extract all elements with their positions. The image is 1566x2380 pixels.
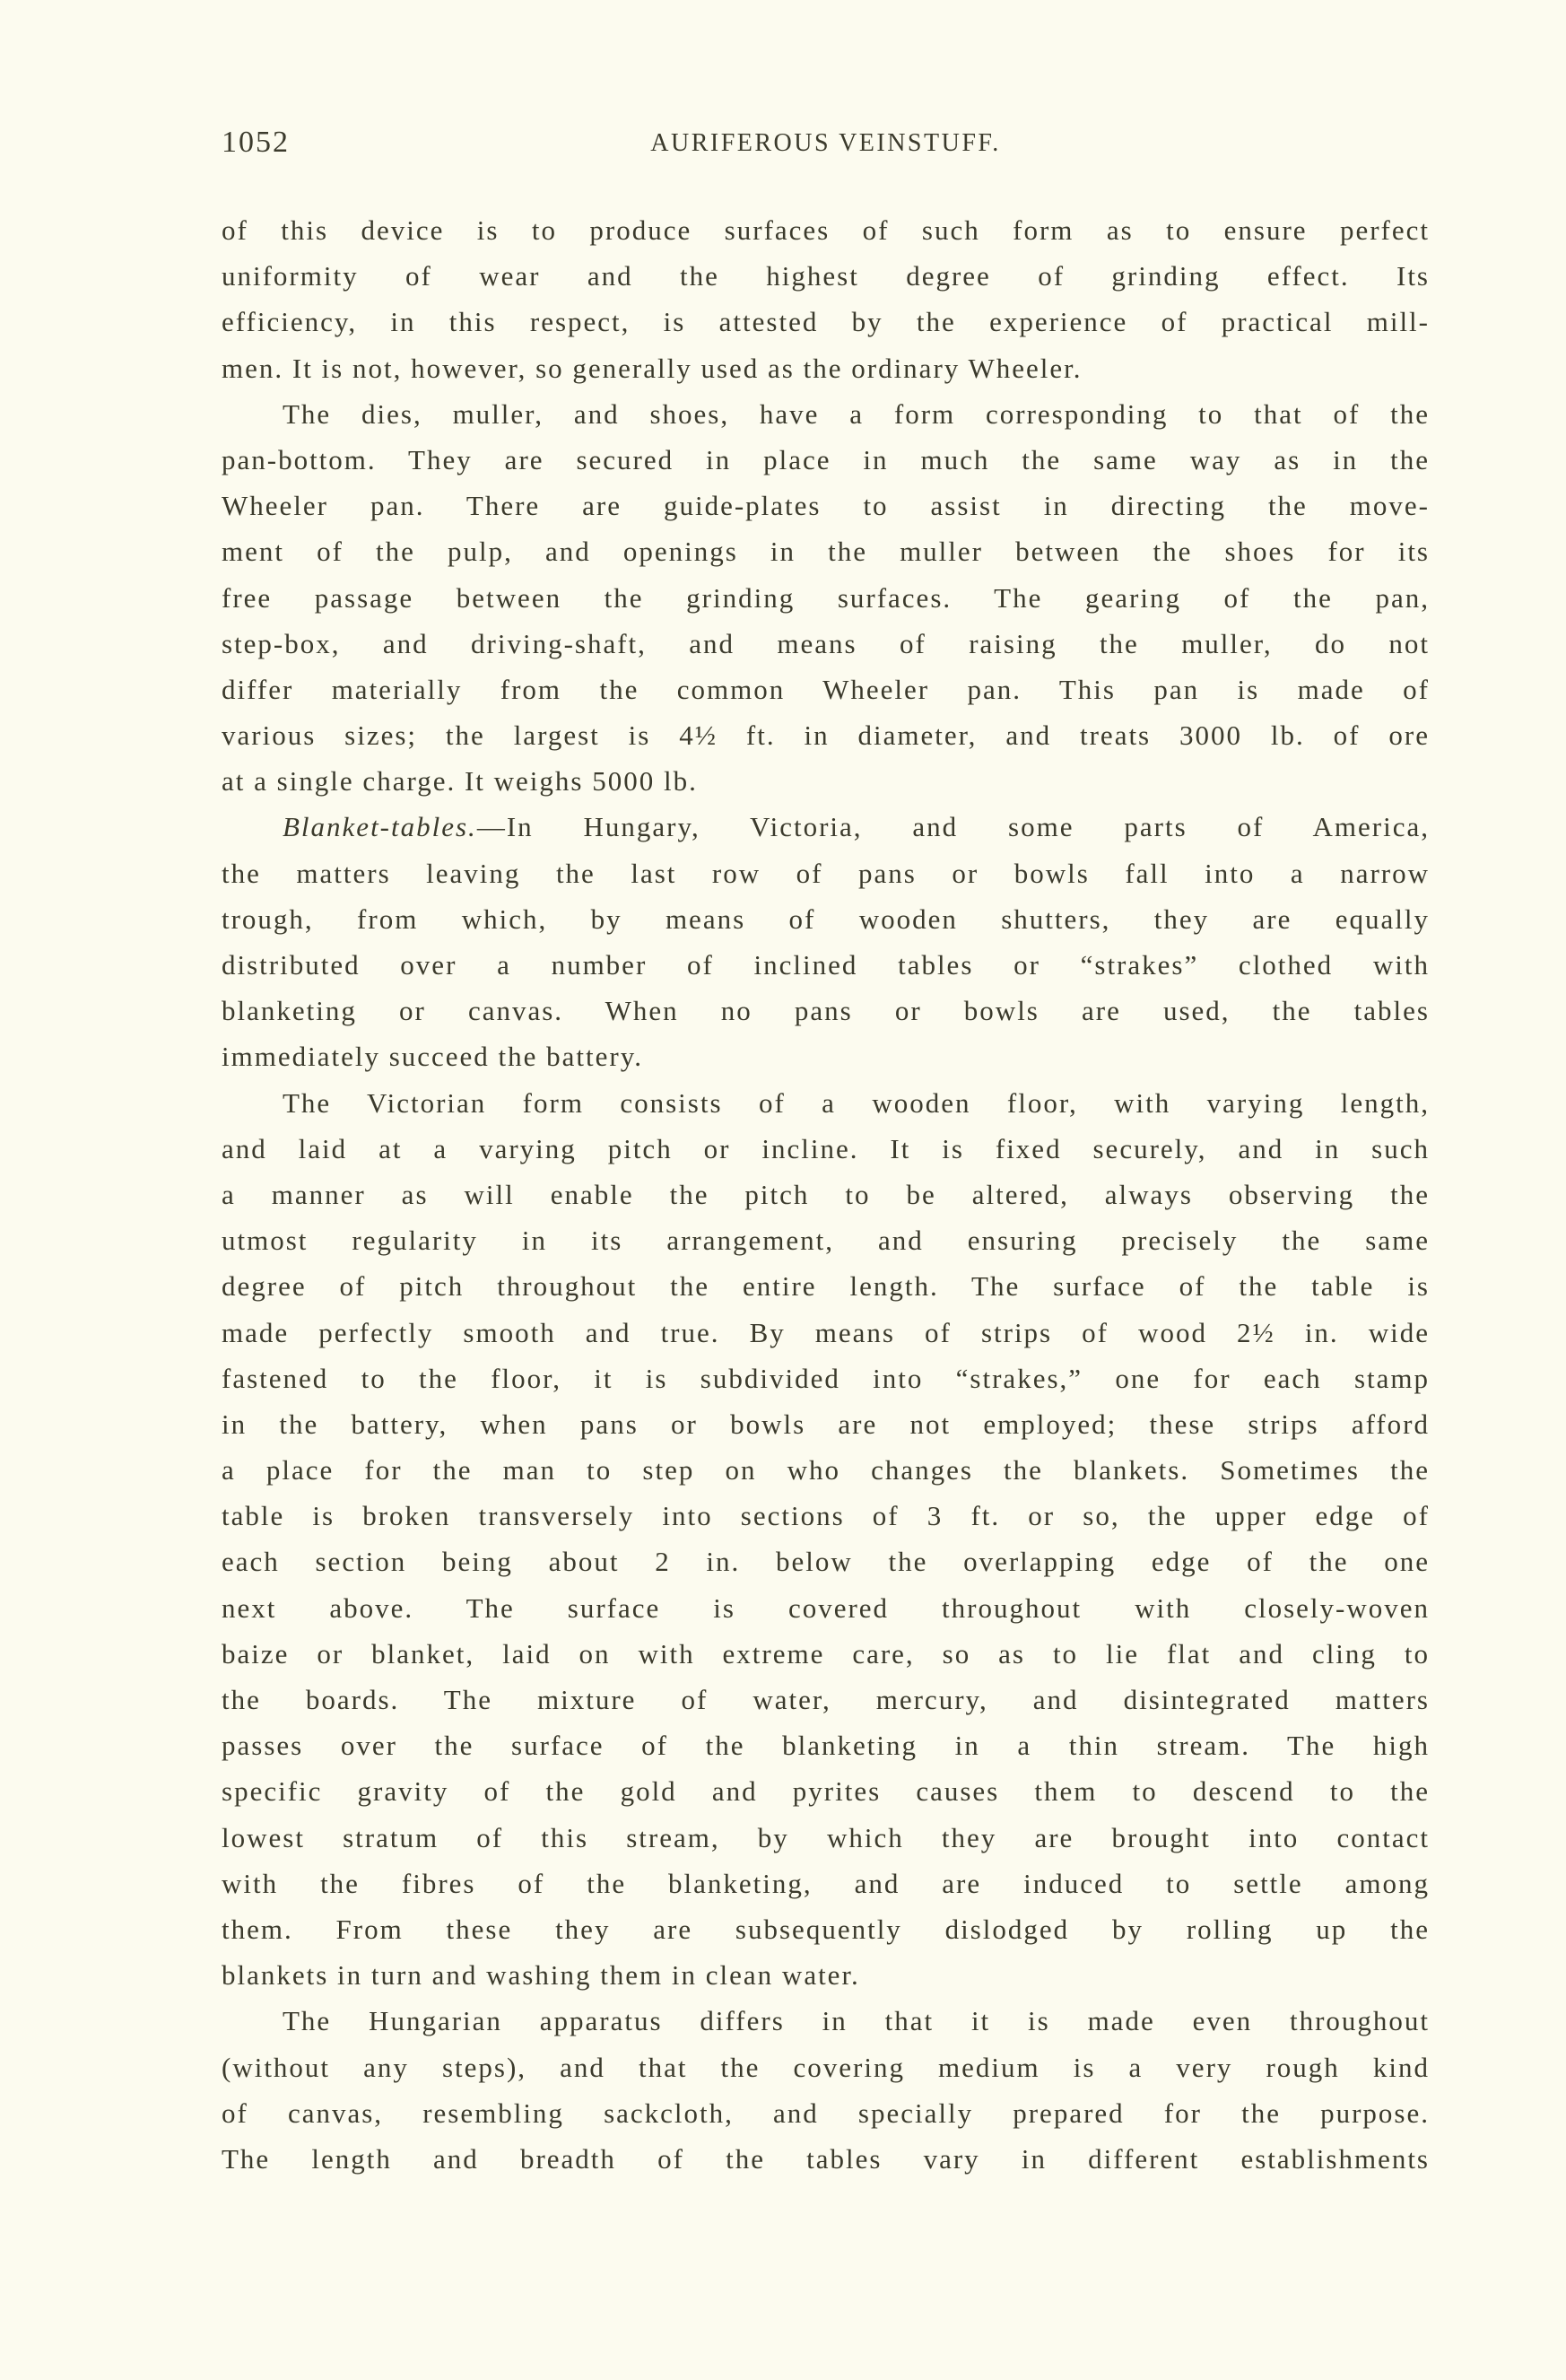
- page-number: 1052: [222, 126, 290, 159]
- text-line: made perfectly smooth and true. By means of strips of wood 2½ in. wide: [222, 1316, 1430, 1348]
- text-line: passes over the surface of the blanketing in a thin stream. The high: [222, 1730, 1430, 1762]
- paragraph: [222, 1080, 1430, 1999]
- text-line: of canvas, resembling sackcloth, and specially prepared for the purpose.: [222, 2097, 1430, 2129]
- text-line: the boards. The mixture of water, mercury, and disintegrated matters: [222, 1684, 1430, 1715]
- text-line: The dies, muller, and shoes, have a form corresponding to that of the: [283, 397, 1430, 430]
- text-line: at a single charge. It weighs 5000 lb.: [222, 765, 698, 798]
- text-line: [222, 804, 1430, 850]
- text-line: degree of pitch throughout the entire length. The surface of the table is: [222, 1270, 1430, 1303]
- text-line: lowest stratum of this stream, by which they are brought into contact: [222, 1821, 1430, 1853]
- text-line: blanketing or canvas. When no pans or bowls are used, the tables: [222, 995, 1430, 1027]
- text-line: men. It is not, however, so generally used as the ordinary Wheeler.: [222, 352, 1083, 384]
- text-line: distributed over a number of inclined tables or “strakes” clothed with: [222, 949, 1430, 981]
- paragraph: [222, 391, 1430, 805]
- text-line: the matters leaving the last row of pans or bowls fall into a narrow: [222, 857, 1430, 889]
- text-line: each section being about 2 in. below the overlapping edge of the one: [222, 1546, 1430, 1578]
- text-line: baize or blanket, laid on with extreme care, so as to lie flat and cling to: [222, 1637, 1430, 1669]
- text-line: The Hungarian apparatus differs in that it is made even throughout: [283, 2005, 1430, 2037]
- text-line: various sizes; the largest is 4½ ft. in diameter, and treats 3000 lb. of ore: [222, 719, 1430, 752]
- text-line: a manner as will enable the pitch to be altered, always observing the: [222, 1178, 1430, 1210]
- text-line: trough, from which, by means of wooden shutters, they are equally: [222, 902, 1430, 935]
- text-line: free passage between the grinding surfaces. The gearing of the pan,: [222, 581, 1430, 614]
- text-line: pan-bottom. They are secured in place in much the same way as in the: [222, 443, 1430, 475]
- text-line: The length and breadth of the tables vary in different establishments: [222, 2142, 1430, 2175]
- text-line: fastened to the floor, it is subdivided into “strakes,” one for each stamp: [222, 1362, 1430, 1394]
- text-line: Wheeler pan. There are guide-plates to assist in directing the move-: [222, 490, 1430, 522]
- text-line: blankets in turn and washing them in clean water.: [222, 1959, 860, 1992]
- text-line: a place for the man to step on who changes the blankets. Sometimes the: [222, 1454, 1430, 1486]
- text-line: ment of the pulp, and openings in the muller between the shoes for its: [222, 536, 1430, 568]
- text-line: utmost regularity in its arrangement, and ensuring precisely the same: [222, 1225, 1430, 1257]
- line-text: —In Hungary, Victoria, and some parts of America,: [476, 811, 1430, 843]
- text-line: them. From these they are subsequently dislodged by rolling up the: [222, 1913, 1430, 1945]
- text-line: specific gravity of the gold and pyrites causes them to descend to the: [222, 1775, 1430, 1808]
- text-line: (without any steps), and that the covering medium is a very rough kind: [222, 2051, 1430, 2083]
- section-heading: Blanket-tables.: [283, 811, 477, 843]
- text-line: and laid at a varying pitch or incline. It is fixed securely, and in such: [222, 1132, 1430, 1164]
- page-header: [222, 126, 1430, 170]
- text-line: in the battery, when pans or bowls are not employed; these strips afford: [222, 1408, 1430, 1440]
- text-line: of this device is to produce surfaces of such form as to ensure perfect: [222, 214, 1430, 246]
- text-line: differ materially from the common Wheeler pan. This pan is made of: [222, 673, 1430, 705]
- text-line: immediately succeed the battery.: [222, 1041, 643, 1073]
- body-text: [222, 207, 1430, 2182]
- text-line: The Victorian form consists of a wooden floor, with varying length,: [283, 1086, 1430, 1119]
- paragraph: [222, 1998, 1430, 2182]
- paragraph: [222, 804, 1430, 1079]
- text-line: step-box, and driving-shaft, and means of raising the muller, do not: [222, 627, 1430, 659]
- text-line: uniformity of wear and the highest degree of grinding effect. Its: [222, 260, 1430, 292]
- text-line: with the fibres of the blanketing, and are induced to settle among: [222, 1867, 1430, 1899]
- text-line: efficiency, in this respect, is attested by the experience of practical mill-: [222, 306, 1430, 338]
- running-title: AURIFEROUS VEINSTUFF.: [650, 129, 1001, 157]
- paragraph: [222, 207, 1430, 391]
- text-line: table is broken transversely into sections of 3 ft. or so, the upper edge of: [222, 1500, 1430, 1532]
- text-line: next above. The surface is covered throughout with closely-woven: [222, 1591, 1430, 1624]
